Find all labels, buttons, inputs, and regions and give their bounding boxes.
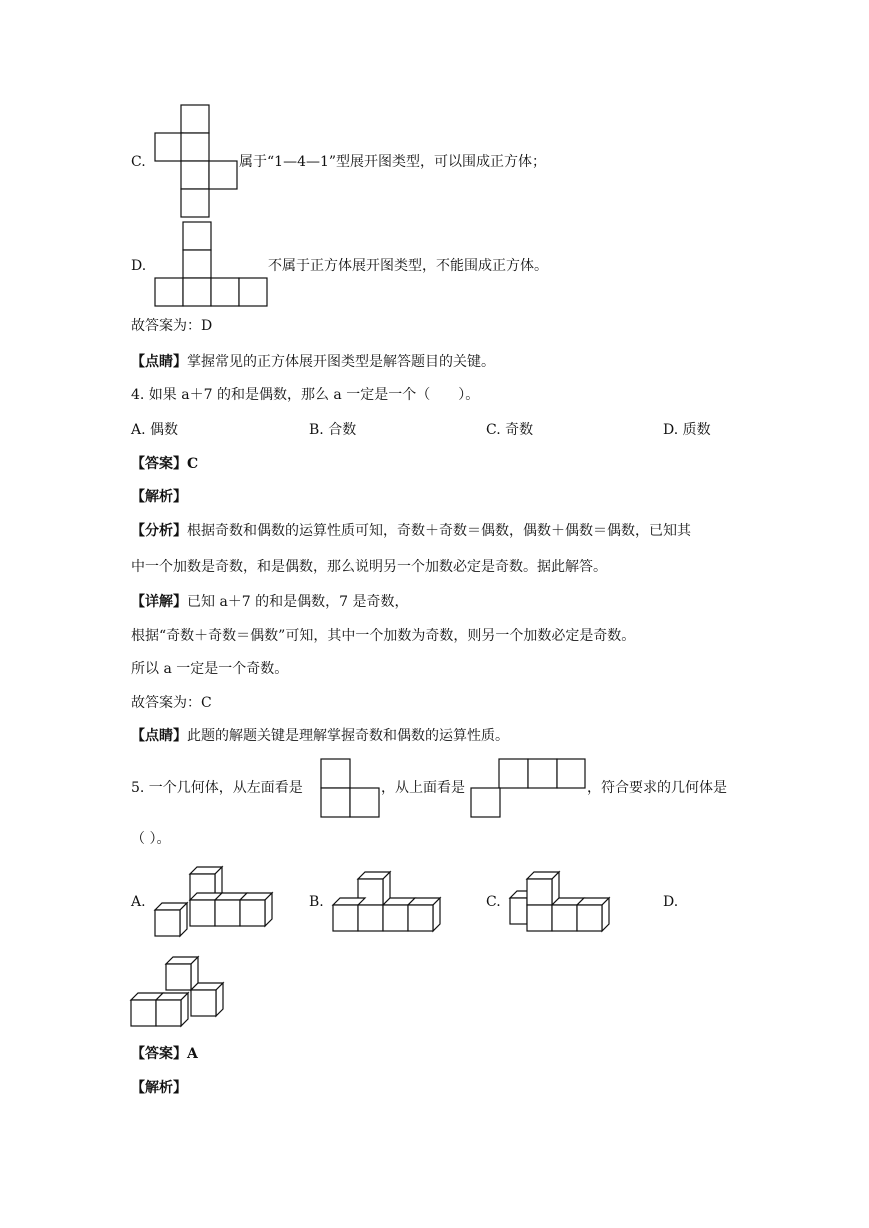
q3-option-d-label: D. <box>131 258 147 274</box>
q5-option-b-label: B. <box>309 894 324 910</box>
q4-analysis-line1 <box>131 522 691 540</box>
q4-analysis-tag: 【解析】 <box>131 489 187 505</box>
q4-detail-tag: 【详解】 <box>131 594 187 610</box>
q4-option-d: D. 质数 <box>663 422 711 438</box>
q5-option-c-label: C. <box>486 894 501 910</box>
q3-answer: 故答案为：D <box>131 318 213 334</box>
q5-option-d-label: D. <box>663 894 679 910</box>
q5-stem-part1: 5. 一个几何体，从左面看是 <box>131 780 303 796</box>
q5-stem-part2: ，从上面看是 <box>381 780 465 796</box>
q4-comment-tag: 【点睛】 <box>131 728 187 744</box>
q5-option-b-solid <box>330 862 450 938</box>
q4-analysis-tag-fenxi: 【分析】 <box>131 523 187 539</box>
q5-option-a-solid <box>150 862 280 942</box>
q5-stem-part4: （ ）。 <box>131 831 171 847</box>
q4-detail-line1 <box>131 593 409 611</box>
q5-analysis-tag: 【解析】 <box>131 1080 187 1096</box>
q4-option-a: A. 偶数 <box>131 422 179 438</box>
q4-comment <box>131 727 509 745</box>
q5-option-d-solid <box>128 952 238 1034</box>
q5-stem-part3: ，符合要求的几何体是 <box>587 780 727 796</box>
q3-comment-text: 掌握常见的正方体展开图类型是解答题目的关键。 <box>187 354 495 370</box>
q4-comment-text: 此题的解题关键是理解掌握奇数和偶数的运算性质。 <box>187 728 509 744</box>
q4-analysis-text1: 根据奇数和偶数的运算性质可知，奇数＋奇数＝偶数，偶数＋偶数＝偶数，已知其 <box>187 523 691 539</box>
q3-option-c-text: 属于“1—4—1”型展开图类型，可以围成正方体； <box>239 154 547 170</box>
q4-option-b: B. 合数 <box>309 422 357 438</box>
q4-detail-line3: 所以 a 一定是一个奇数。 <box>131 661 289 677</box>
q3-net-c-figure <box>154 104 240 220</box>
q4-analysis-line2: 中一个加数是奇数，和是偶数，那么说明另一个加数必定是奇数。据此解答。 <box>131 559 607 575</box>
q4-final-answer: 故答案为：C <box>131 695 212 711</box>
q3-net-d-figure <box>154 221 270 309</box>
q4-stem: 4. 如果 a＋7 的和是偶数，那么 a 一定是一个（ ）。 <box>131 387 480 403</box>
q3-option-d-text: 不属于正方体展开图类型，不能围成正方体。 <box>268 258 548 274</box>
q5-option-c-solid <box>505 862 620 938</box>
q4-option-c: C. 奇数 <box>486 422 534 438</box>
q5-answer: 【答案】A <box>131 1046 198 1062</box>
q3-comment <box>131 353 495 371</box>
q4-detail-text1: 已知 a＋7 的和是偶数，7 是奇数， <box>187 594 409 610</box>
q5-top-view-figure <box>470 758 588 820</box>
q4-detail-line2: 根据“奇数＋奇数＝偶数”可知，其中一个加数为奇数，则另一个加数必定是奇数。 <box>131 628 636 644</box>
q5-option-a-label: A. <box>131 894 146 910</box>
q4-answer: 【答案】C <box>131 456 199 472</box>
q3-comment-tag: 【点睛】 <box>131 354 187 370</box>
q3-option-c-label: C. <box>131 154 146 170</box>
q5-left-view-figure <box>320 758 382 820</box>
